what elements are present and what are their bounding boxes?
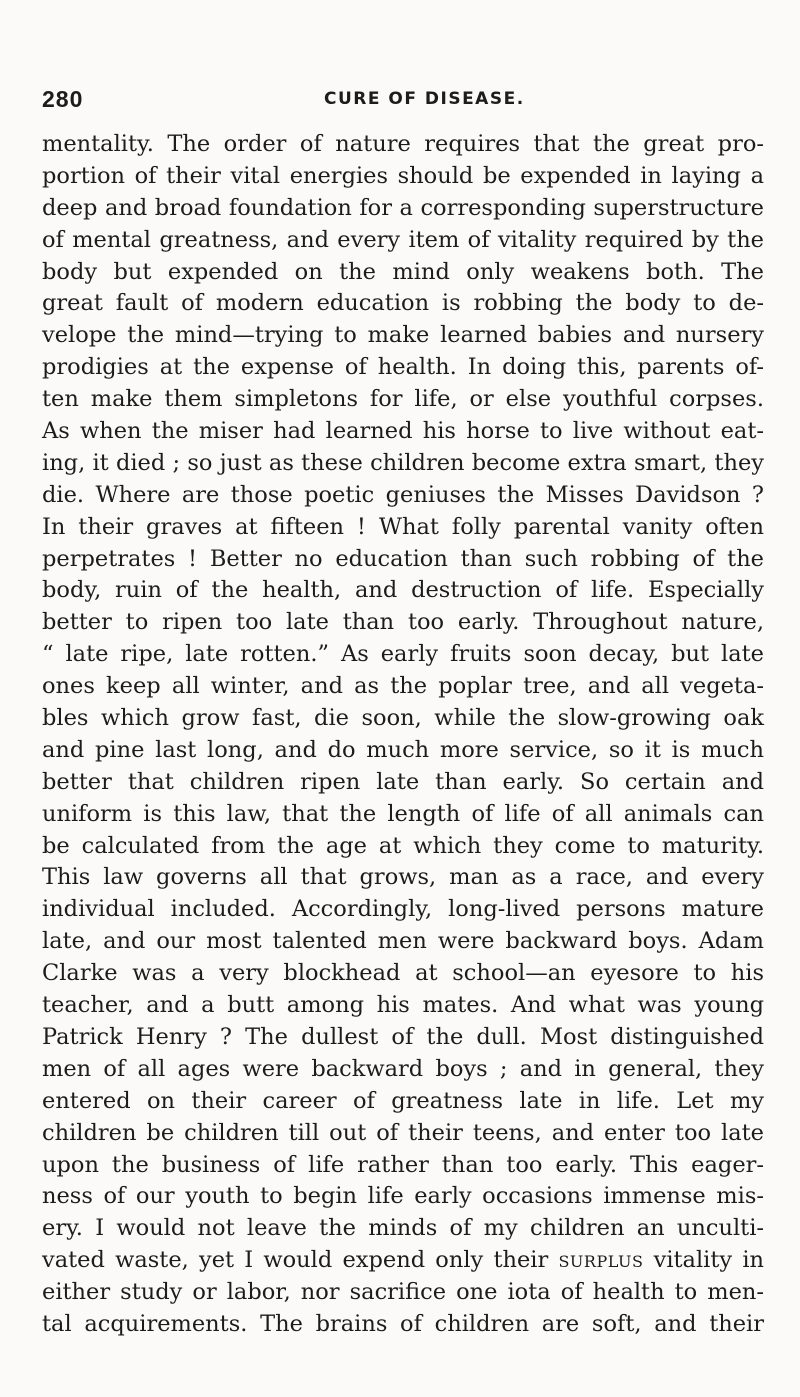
text-line: teacher, and a butt among his mates. And what was young (42, 992, 764, 1019)
text-line: die. Where are those poetic geniuses the Misses Davidson ? (42, 481, 764, 508)
running-head (42, 86, 762, 116)
text-line: Clarke was a very blockhead at school—an eyesore to his (42, 960, 764, 987)
text-line: ness of our youth to begin life early occasions immense mis- (42, 1183, 764, 1210)
text-line: This law governs all that grows, man as a race, and every (42, 864, 764, 891)
text-line: uniform is this law, that the length of life of all animals can (42, 800, 764, 827)
text-line: velope the mind—trying to make learned babies and nursery (42, 322, 764, 349)
text-line: “ late ripe, late rotten.” As early fruits soon decay, but late (42, 641, 764, 668)
text-line: ing, it died ; so just as these children become extra smart, they (42, 449, 764, 476)
text-line: entered on their career of greatness late in life. Let my (42, 1087, 764, 1114)
page-number: 280 (42, 86, 84, 112)
text-line: great fault of modern education is robbing the body to de- (42, 290, 764, 317)
text-line: As when the miser had learned his horse to live without eat- (42, 418, 764, 445)
text-line: mentality. The order of nature requires that the great pro- (42, 131, 764, 157)
text-line: Patrick Henry ? The dullest of the dull. Most distinguished (42, 1023, 764, 1050)
text-line: bles which grow fast, die soon, while the slow-growing oak (42, 705, 764, 732)
text-line: In their graves at fifteen ! What folly parental vanity often (42, 513, 764, 540)
text-line: portion of their vital energies should be expended in laying a (42, 162, 764, 189)
line-part-before: vated waste, yet I would expend only their (42, 1247, 559, 1274)
text-line: perpetrates ! Better no education than such robbing of the (42, 545, 764, 572)
text-line: better to ripen too late than too early. Throughout nature, (42, 609, 764, 636)
text-line: body, ruin of the health, and destruction of life. Especially (42, 577, 764, 604)
text-line: men of all ages were backward boys ; and in general, they (42, 1055, 764, 1082)
text-line: ery. I would not leave the minds of my children an unculti- (42, 1215, 764, 1242)
text-line: either study or labor, nor sacrifice one iota of health to men- (42, 1279, 764, 1306)
text-line: individual included. Accordingly, long-lived persons mature (42, 896, 764, 923)
text-line: of mental greatness, and every item of vitality required by the (42, 226, 764, 253)
text-line: better that children ripen late than early. So certain and (42, 768, 764, 795)
running-title: CURE OF DISEASE. (324, 89, 525, 109)
line-part-after: vitality in (643, 1247, 765, 1274)
surplus-word: surplus (558, 1247, 644, 1274)
text-line: prodigies at the expense of health. In doing this, parents of- (42, 354, 764, 381)
text-line: children be children till out of their teens, and enter too late (42, 1119, 764, 1146)
text-line-surplus (42, 1245, 764, 1277)
text-line: tal acquirements. The brains of children are soft, and their (42, 1310, 764, 1337)
text-line: late, and our most talented men were backward boys. Adam (42, 928, 764, 955)
text-line: upon the business of life rather than too early. This eager- (42, 1151, 764, 1178)
body-text (42, 129, 764, 1341)
text-line: and pine last long, and do much more service, so it is much (42, 736, 764, 763)
text-line: body but expended on the mind only weakens both. The (42, 258, 764, 285)
text-line: deep and broad foundation for a corresponding superstructure (42, 194, 764, 221)
text-line: ones keep all winter, and as the poplar tree, and all vegeta- (42, 673, 764, 700)
text-line: be calculated from the age at which they come to maturity. (42, 832, 764, 859)
text-line: ten make them simpletons for life, or else youthful corpses. (42, 386, 764, 413)
